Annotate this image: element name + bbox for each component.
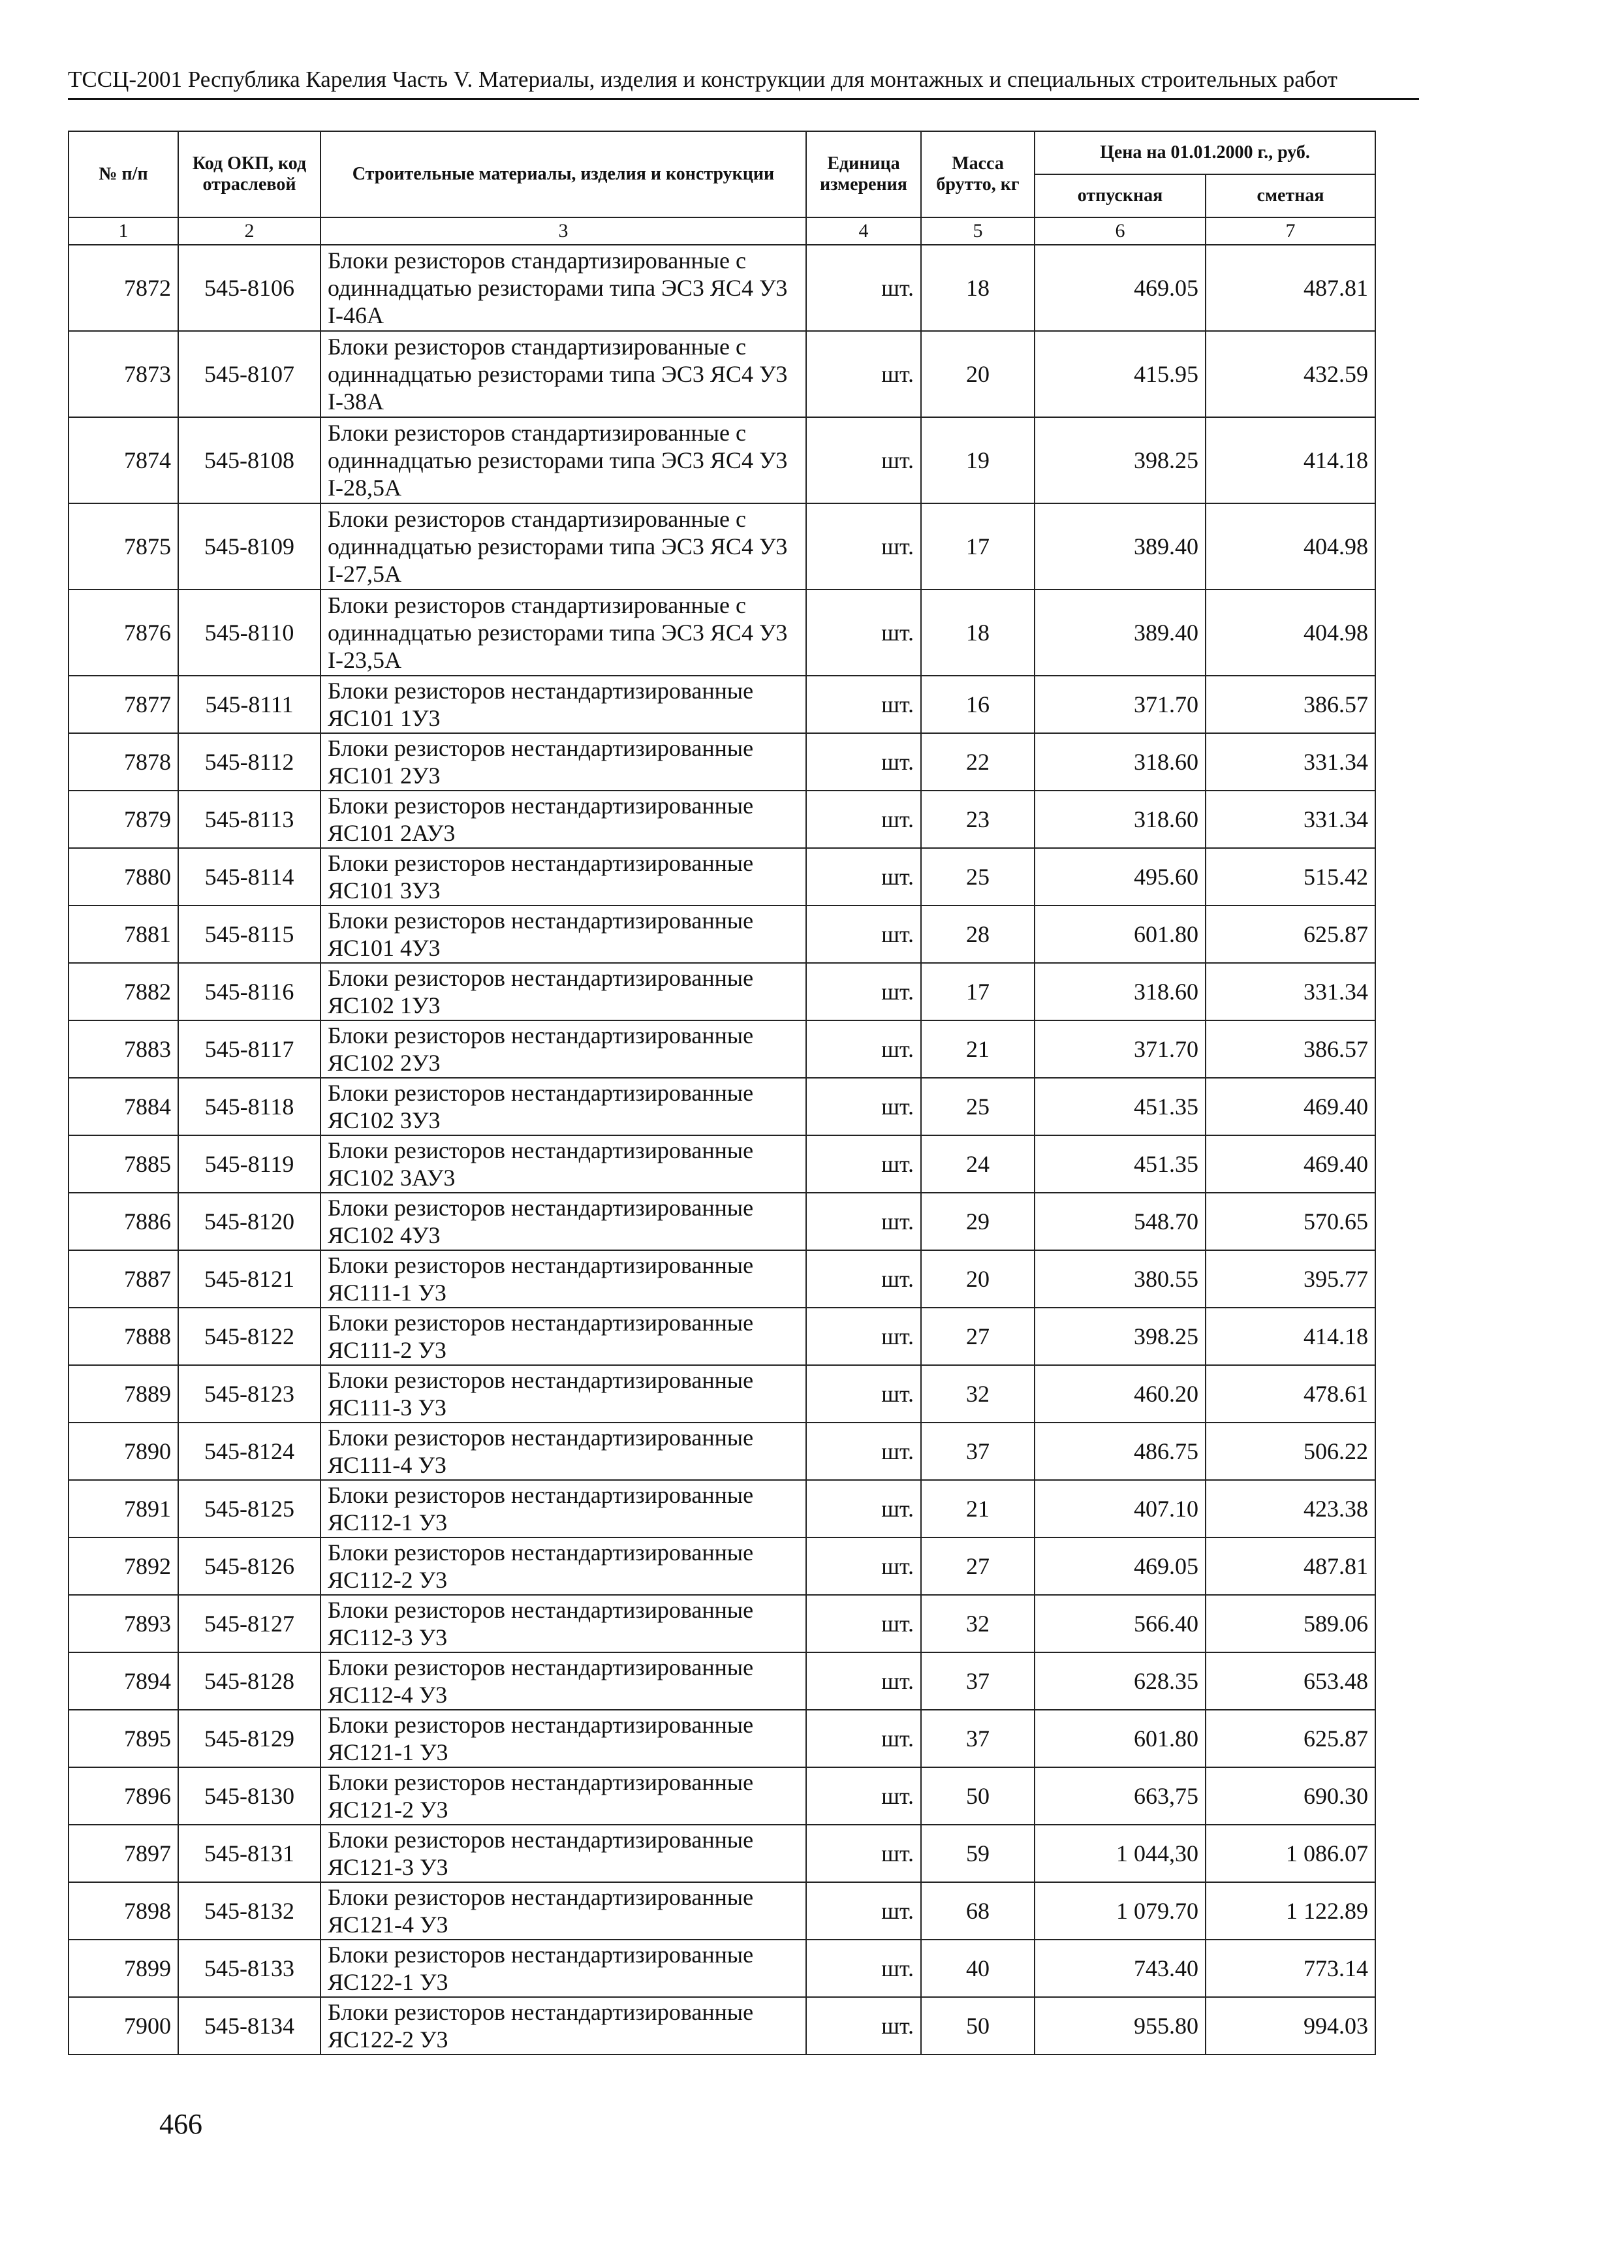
row-price-release: 628.35 xyxy=(1035,1652,1206,1710)
table-row xyxy=(69,1767,1375,1825)
row-price-release: 371.70 xyxy=(1035,1020,1206,1078)
row-price-estimate: 414.18 xyxy=(1206,417,1375,503)
row-unit: шт. xyxy=(806,1135,921,1193)
column-numbers-row xyxy=(69,217,1375,245)
row-name: Блоки резисторов стандартизированные с одиннадцатью резисторами типа ЭС3 ЯС4 У3 I-28,5А xyxy=(320,417,806,503)
row-name: Блоки резисторов нестандартизированные ЯС121-3 У3 xyxy=(320,1825,806,1882)
row-mass: 32 xyxy=(921,1365,1035,1423)
page-header: ТССЦ-2001 Республика Карелия Часть V. Материалы, изделия и конструкции для монтажных и специальных строительных работ xyxy=(68,65,1419,100)
row-code: 545-8125 xyxy=(178,1480,320,1537)
row-price-release: 398.25 xyxy=(1035,1308,1206,1365)
row-name: Блоки резисторов нестандартизированные ЯС121-1 У3 xyxy=(320,1710,806,1767)
column-number: 5 xyxy=(921,217,1035,245)
row-unit: шт. xyxy=(806,503,921,590)
row-price-release: 451.35 xyxy=(1035,1078,1206,1135)
row-price-release: 663,75 xyxy=(1035,1767,1206,1825)
row-unit: шт. xyxy=(806,1078,921,1135)
row-unit: шт. xyxy=(806,1020,921,1078)
row-name: Блоки резисторов нестандартизированные ЯС121-4 У3 xyxy=(320,1882,806,1940)
row-unit: шт. xyxy=(806,1595,921,1652)
row-price-estimate: 469.40 xyxy=(1206,1135,1375,1193)
row-code: 545-8127 xyxy=(178,1595,320,1652)
col-header-name: Строительные материалы, изделия и конструкции xyxy=(320,131,806,217)
row-unit: шт. xyxy=(806,1480,921,1537)
row-price-estimate: 432.59 xyxy=(1206,331,1375,417)
row-code: 545-8128 xyxy=(178,1652,320,1710)
table-row xyxy=(69,1537,1375,1595)
row-number: 7878 xyxy=(69,733,178,791)
row-mass: 32 xyxy=(921,1595,1035,1652)
row-mass: 59 xyxy=(921,1825,1035,1882)
row-code: 545-8126 xyxy=(178,1537,320,1595)
row-unit: шт. xyxy=(806,590,921,676)
row-price-estimate: 331.34 xyxy=(1206,733,1375,791)
row-number: 7893 xyxy=(69,1595,178,1652)
row-name: Блоки резисторов нестандартизированные ЯС122-2 У3 xyxy=(320,1997,806,2055)
row-mass: 29 xyxy=(921,1193,1035,1250)
row-code: 545-8118 xyxy=(178,1078,320,1135)
row-price-estimate: 331.34 xyxy=(1206,963,1375,1020)
row-unit: шт. xyxy=(806,417,921,503)
row-price-release: 495.60 xyxy=(1035,848,1206,906)
row-code: 545-8106 xyxy=(178,245,320,331)
table-row xyxy=(69,1250,1375,1308)
table-body xyxy=(69,245,1375,2055)
row-price-release: 318.60 xyxy=(1035,791,1206,848)
row-unit: шт. xyxy=(806,1652,921,1710)
row-number: 7889 xyxy=(69,1365,178,1423)
col-header-price-release: отпускная xyxy=(1035,174,1206,217)
row-number: 7879 xyxy=(69,791,178,848)
row-price-estimate: 469.40 xyxy=(1206,1078,1375,1135)
row-price-estimate: 589.06 xyxy=(1206,1595,1375,1652)
col-header-code: Код ОКП, код отраслевой xyxy=(178,131,320,217)
row-price-estimate: 1 086.07 xyxy=(1206,1825,1375,1882)
row-number: 7877 xyxy=(69,676,178,733)
col-header-npp: № п/п xyxy=(69,131,178,217)
row-price-estimate: 404.98 xyxy=(1206,503,1375,590)
row-code: 545-8129 xyxy=(178,1710,320,1767)
row-number: 7886 xyxy=(69,1193,178,1250)
row-code: 545-8134 xyxy=(178,1997,320,2055)
row-price-estimate: 690.30 xyxy=(1206,1767,1375,1825)
row-number: 7880 xyxy=(69,848,178,906)
row-mass: 27 xyxy=(921,1537,1035,1595)
row-number: 7896 xyxy=(69,1767,178,1825)
row-price-estimate: 487.81 xyxy=(1206,245,1375,331)
row-price-release: 548.70 xyxy=(1035,1193,1206,1250)
row-mass: 24 xyxy=(921,1135,1035,1193)
row-price-release: 601.80 xyxy=(1035,906,1206,963)
row-number: 7885 xyxy=(69,1135,178,1193)
row-price-estimate: 414.18 xyxy=(1206,1308,1375,1365)
row-code: 545-8119 xyxy=(178,1135,320,1193)
row-mass: 18 xyxy=(921,590,1035,676)
row-number: 7898 xyxy=(69,1882,178,1940)
row-mass: 22 xyxy=(921,733,1035,791)
row-name: Блоки резисторов стандартизированные с одиннадцатью резисторами типа ЭС3 ЯС4 У3 I-23,5А xyxy=(320,590,806,676)
row-code: 545-8114 xyxy=(178,848,320,906)
row-mass: 20 xyxy=(921,1250,1035,1308)
column-number: 1 xyxy=(69,217,178,245)
row-unit: шт. xyxy=(806,848,921,906)
table-row xyxy=(69,1078,1375,1135)
row-name: Блоки резисторов нестандартизированные ЯС101 1У3 xyxy=(320,676,806,733)
row-number: 7872 xyxy=(69,245,178,331)
row-mass: 17 xyxy=(921,963,1035,1020)
row-unit: шт. xyxy=(806,791,921,848)
row-code: 545-8130 xyxy=(178,1767,320,1825)
row-code: 545-8133 xyxy=(178,1940,320,1997)
row-code: 545-8117 xyxy=(178,1020,320,1078)
row-unit: шт. xyxy=(806,1710,921,1767)
row-price-release: 398.25 xyxy=(1035,417,1206,503)
row-price-release: 318.60 xyxy=(1035,733,1206,791)
row-mass: 40 xyxy=(921,1940,1035,1997)
row-name: Блоки резисторов нестандартизированные ЯС102 4У3 xyxy=(320,1193,806,1250)
row-price-estimate: 487.81 xyxy=(1206,1537,1375,1595)
row-price-estimate: 478.61 xyxy=(1206,1365,1375,1423)
row-name: Блоки резисторов нестандартизированные ЯС112-2 У3 xyxy=(320,1537,806,1595)
row-name: Блоки резисторов нестандартизированные ЯС101 2У3 xyxy=(320,733,806,791)
row-price-release: 1 079.70 xyxy=(1035,1882,1206,1940)
row-number: 7887 xyxy=(69,1250,178,1308)
row-mass: 18 xyxy=(921,245,1035,331)
row-number: 7891 xyxy=(69,1480,178,1537)
row-code: 545-8132 xyxy=(178,1882,320,1940)
row-price-estimate: 625.87 xyxy=(1206,906,1375,963)
row-price-release: 415.95 xyxy=(1035,331,1206,417)
row-price-release: 451.35 xyxy=(1035,1135,1206,1193)
row-name: Блоки резисторов нестандартизированные ЯС112-3 У3 xyxy=(320,1595,806,1652)
row-price-estimate: 386.57 xyxy=(1206,1020,1375,1078)
row-price-estimate: 773.14 xyxy=(1206,1940,1375,1997)
row-code: 545-8123 xyxy=(178,1365,320,1423)
row-code: 545-8124 xyxy=(178,1423,320,1480)
table-row xyxy=(69,331,1375,417)
row-number: 7883 xyxy=(69,1020,178,1078)
row-unit: шт. xyxy=(806,1365,921,1423)
row-unit: шт. xyxy=(806,1537,921,1595)
table-row xyxy=(69,676,1375,733)
row-price-release: 389.40 xyxy=(1035,590,1206,676)
row-price-release: 566.40 xyxy=(1035,1595,1206,1652)
row-price-release: 380.55 xyxy=(1035,1250,1206,1308)
row-mass: 50 xyxy=(921,1997,1035,2055)
table-row xyxy=(69,1652,1375,1710)
row-code: 545-8131 xyxy=(178,1825,320,1882)
column-number: 6 xyxy=(1035,217,1206,245)
row-unit: шт. xyxy=(806,733,921,791)
row-name: Блоки резисторов нестандартизированные ЯС111-1 У3 xyxy=(320,1250,806,1308)
row-code: 545-8115 xyxy=(178,906,320,963)
row-price-release: 601.80 xyxy=(1035,1710,1206,1767)
row-mass: 27 xyxy=(921,1308,1035,1365)
row-unit: шт. xyxy=(806,906,921,963)
row-mass: 25 xyxy=(921,1078,1035,1135)
row-name: Блоки резисторов нестандартизированные ЯС111-2 У3 xyxy=(320,1308,806,1365)
table-row xyxy=(69,245,1375,331)
row-code: 545-8120 xyxy=(178,1193,320,1250)
col-header-price-estimate: сметная xyxy=(1206,174,1375,217)
row-code: 545-8108 xyxy=(178,417,320,503)
table-row xyxy=(69,1020,1375,1078)
row-name: Блоки резисторов нестандартизированные ЯС102 1У3 xyxy=(320,963,806,1020)
row-number: 7881 xyxy=(69,906,178,963)
row-name: Блоки резисторов нестандартизированные ЯС101 2АУ3 xyxy=(320,791,806,848)
row-price-estimate: 1 122.89 xyxy=(1206,1882,1375,1940)
row-mass: 20 xyxy=(921,331,1035,417)
row-unit: шт. xyxy=(806,1825,921,1882)
row-code: 545-8110 xyxy=(178,590,320,676)
row-name: Блоки резисторов нестандартизированные ЯС102 3АУ3 xyxy=(320,1135,806,1193)
row-name: Блоки резисторов нестандартизированные ЯС102 3У3 xyxy=(320,1078,806,1135)
row-price-estimate: 515.42 xyxy=(1206,848,1375,906)
row-mass: 21 xyxy=(921,1020,1035,1078)
row-price-estimate: 570.65 xyxy=(1206,1193,1375,1250)
row-mass: 28 xyxy=(921,906,1035,963)
row-unit: шт. xyxy=(806,1250,921,1308)
row-mass: 37 xyxy=(921,1423,1035,1480)
row-price-release: 955.80 xyxy=(1035,1997,1206,2055)
row-code: 545-8116 xyxy=(178,963,320,1020)
row-price-release: 486.75 xyxy=(1035,1423,1206,1480)
row-number: 7884 xyxy=(69,1078,178,1135)
row-price-estimate: 423.38 xyxy=(1206,1480,1375,1537)
row-price-release: 407.10 xyxy=(1035,1480,1206,1537)
row-mass: 25 xyxy=(921,848,1035,906)
row-number: 7875 xyxy=(69,503,178,590)
column-number: 7 xyxy=(1206,217,1375,245)
row-price-release: 469.05 xyxy=(1035,1537,1206,1595)
table-row xyxy=(69,1882,1375,1940)
row-number: 7882 xyxy=(69,963,178,1020)
table-row xyxy=(69,848,1375,906)
table-row xyxy=(69,963,1375,1020)
row-number: 7873 xyxy=(69,331,178,417)
row-unit: шт. xyxy=(806,1940,921,1997)
row-price-estimate: 653.48 xyxy=(1206,1652,1375,1710)
column-number: 4 xyxy=(806,217,921,245)
row-unit: шт. xyxy=(806,963,921,1020)
row-mass: 50 xyxy=(921,1767,1035,1825)
row-code: 545-8109 xyxy=(178,503,320,590)
table-row xyxy=(69,791,1375,848)
row-price-release: 743.40 xyxy=(1035,1940,1206,1997)
row-name: Блоки резисторов нестандартизированные ЯС101 3У3 xyxy=(320,848,806,906)
row-mass: 16 xyxy=(921,676,1035,733)
row-price-estimate: 331.34 xyxy=(1206,791,1375,848)
table-row xyxy=(69,1480,1375,1537)
row-unit: шт. xyxy=(806,331,921,417)
row-name: Блоки резисторов нестандартизированные ЯС112-1 У3 xyxy=(320,1480,806,1537)
column-number: 3 xyxy=(320,217,806,245)
row-code: 545-8111 xyxy=(178,676,320,733)
table-row xyxy=(69,1825,1375,1882)
row-price-estimate: 506.22 xyxy=(1206,1423,1375,1480)
table-row xyxy=(69,417,1375,503)
row-mass: 21 xyxy=(921,1480,1035,1537)
page-number: 466 xyxy=(159,2108,202,2140)
row-number: 7888 xyxy=(69,1308,178,1365)
table-row xyxy=(69,503,1375,590)
col-header-price-group: Цена на 01.01.2000 г., руб. xyxy=(1035,131,1375,174)
row-price-release: 318.60 xyxy=(1035,963,1206,1020)
row-unit: шт. xyxy=(806,245,921,331)
row-price-release: 469.05 xyxy=(1035,245,1206,331)
row-number: 7876 xyxy=(69,590,178,676)
row-unit: шт. xyxy=(806,1308,921,1365)
row-unit: шт. xyxy=(806,1193,921,1250)
row-name: Блоки резисторов нестандартизированные ЯС111-4 У3 xyxy=(320,1423,806,1480)
row-code: 545-8121 xyxy=(178,1250,320,1308)
row-mass: 17 xyxy=(921,503,1035,590)
row-number: 7890 xyxy=(69,1423,178,1480)
column-number: 2 xyxy=(178,217,320,245)
table-row xyxy=(69,1135,1375,1193)
row-mass: 37 xyxy=(921,1652,1035,1710)
row-number: 7874 xyxy=(69,417,178,503)
col-header-mass: Масса брутто, кг xyxy=(921,131,1035,217)
row-name: Блоки резисторов стандартизированные с одиннадцатью резисторами типа ЭС3 ЯС4 У3 I-27,5А xyxy=(320,503,806,590)
row-name: Блоки резисторов нестандартизированные ЯС112-4 У3 xyxy=(320,1652,806,1710)
row-number: 7895 xyxy=(69,1710,178,1767)
table-row xyxy=(69,1710,1375,1767)
row-unit: шт. xyxy=(806,1882,921,1940)
row-price-estimate: 625.87 xyxy=(1206,1710,1375,1767)
row-code: 545-8112 xyxy=(178,733,320,791)
row-unit: шт. xyxy=(806,676,921,733)
row-price-estimate: 994.03 xyxy=(1206,1997,1375,2055)
row-price-estimate: 395.77 xyxy=(1206,1250,1375,1308)
table-row xyxy=(69,590,1375,676)
table-row xyxy=(69,1997,1375,2055)
row-price-release: 460.20 xyxy=(1035,1365,1206,1423)
table-header xyxy=(69,131,1375,245)
table-row xyxy=(69,906,1375,963)
row-price-release: 371.70 xyxy=(1035,676,1206,733)
row-number: 7899 xyxy=(69,1940,178,1997)
row-name: Блоки резисторов стандартизированные с одиннадцатью резисторами типа ЭС3 ЯС4 У3 I-46А xyxy=(320,245,806,331)
row-mass: 19 xyxy=(921,417,1035,503)
row-unit: шт. xyxy=(806,1423,921,1480)
table-row xyxy=(69,733,1375,791)
table-row xyxy=(69,1595,1375,1652)
row-name: Блоки резисторов нестандартизированные ЯС111-3 У3 xyxy=(320,1365,806,1423)
price-table xyxy=(68,131,1376,2055)
row-name: Блоки резисторов стандартизированные с одиннадцатью резисторами типа ЭС3 ЯС4 У3 I-38А xyxy=(320,331,806,417)
row-unit: шт. xyxy=(806,1767,921,1825)
table-row xyxy=(69,1365,1375,1423)
row-price-release: 1 044,30 xyxy=(1035,1825,1206,1882)
table-row xyxy=(69,1308,1375,1365)
row-code: 545-8113 xyxy=(178,791,320,848)
row-name: Блоки резисторов нестандартизированные ЯС102 2У3 xyxy=(320,1020,806,1078)
table-row xyxy=(69,1193,1375,1250)
row-number: 7897 xyxy=(69,1825,178,1882)
row-code: 545-8107 xyxy=(178,331,320,417)
row-price-release: 389.40 xyxy=(1035,503,1206,590)
row-unit: шт. xyxy=(806,1997,921,2055)
table-row xyxy=(69,1940,1375,1997)
row-number: 7900 xyxy=(69,1997,178,2055)
col-header-unit: Единица измерения xyxy=(806,131,921,217)
row-name: Блоки резисторов нестандартизированные ЯС121-2 У3 xyxy=(320,1767,806,1825)
row-name: Блоки резисторов нестандартизированные ЯС122-1 У3 xyxy=(320,1940,806,1997)
row-number: 7894 xyxy=(69,1652,178,1710)
table-row xyxy=(69,1423,1375,1480)
row-price-estimate: 404.98 xyxy=(1206,590,1375,676)
row-code: 545-8122 xyxy=(178,1308,320,1365)
row-number: 7892 xyxy=(69,1537,178,1595)
row-name: Блоки резисторов нестандартизированные ЯС101 4У3 xyxy=(320,906,806,963)
row-price-estimate: 386.57 xyxy=(1206,676,1375,733)
row-mass: 37 xyxy=(921,1710,1035,1767)
row-mass: 23 xyxy=(921,791,1035,848)
row-mass: 68 xyxy=(921,1882,1035,1940)
